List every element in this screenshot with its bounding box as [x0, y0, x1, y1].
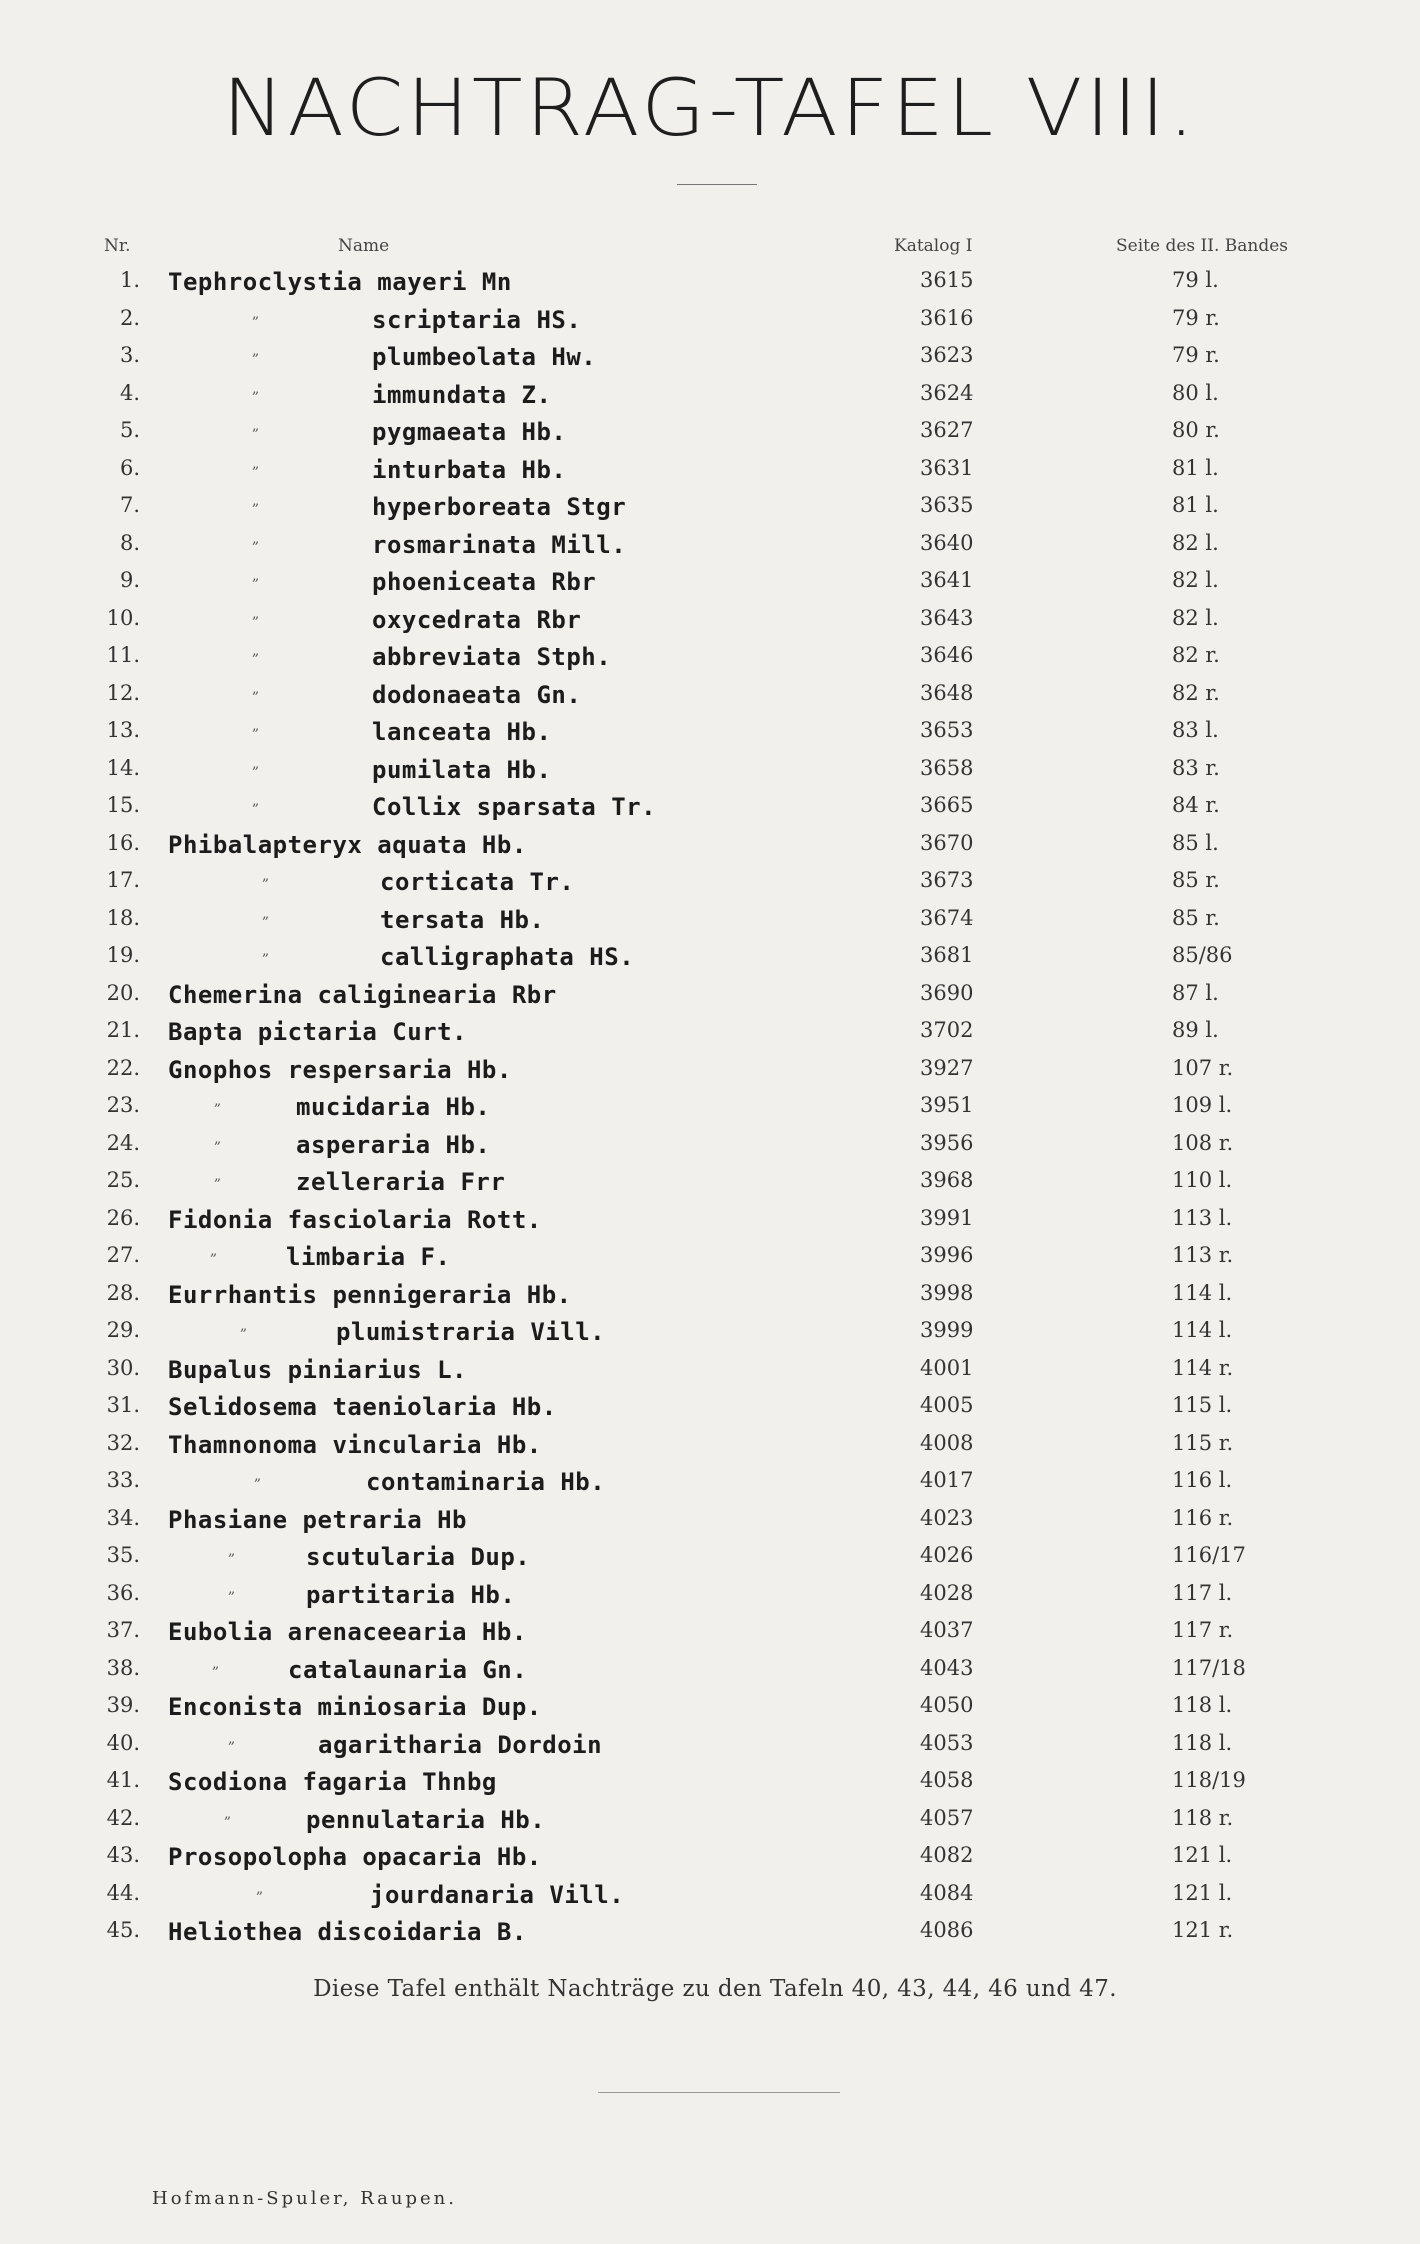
katalog-number: 3627: [920, 418, 974, 442]
ditto-mark: „: [262, 905, 270, 922]
table-row: [0, 1650, 1420, 1688]
page-reference: 80 l.: [1172, 380, 1219, 405]
ditto-mark: „: [252, 418, 260, 434]
katalog-number: 3631: [920, 455, 974, 480]
row-number: 32.: [106, 1430, 140, 1455]
column-header-nr: Nr.: [104, 236, 131, 256]
page-reference: 89 l.: [1172, 1018, 1219, 1042]
katalog-number: 4050: [920, 1693, 974, 1717]
row-number: 37.: [106, 1618, 140, 1642]
page-reference: 82 l.: [1172, 605, 1219, 630]
page-reference: 116 l.: [1172, 1468, 1233, 1492]
ditto-mark: „: [262, 868, 270, 884]
row-number: 20.: [106, 980, 140, 1005]
table-row: [0, 1837, 1420, 1875]
page-reference: 121 l.: [1172, 1843, 1233, 1867]
table-row: [0, 1875, 1420, 1913]
katalog-number: 4086: [920, 1918, 974, 1942]
katalog-number: 4005: [920, 1393, 974, 1417]
katalog-number: 3670: [920, 830, 974, 855]
page-reference: 118/19: [1172, 1768, 1246, 1792]
table-row: [0, 1312, 1420, 1350]
katalog-number: 3640: [920, 530, 974, 555]
page-reference: 79 r.: [1172, 343, 1220, 367]
page-title: NACHTRAG-TAFEL VIII.: [222, 64, 1198, 154]
table-row: [0, 900, 1420, 938]
page-reference: 117 l.: [1172, 1580, 1233, 1605]
katalog-number: 4058: [920, 1768, 974, 1792]
ditto-mark: „: [252, 343, 260, 359]
ditto-mark: „: [252, 643, 260, 659]
page-reference: 82 l.: [1172, 530, 1219, 555]
row-number: 42.: [106, 1805, 140, 1830]
species-name: Eurrhantis pennigeraria Hb.: [168, 1280, 572, 1309]
species-name: Enconista miniosaria Dup.: [168, 1693, 542, 1721]
katalog-number: 3615: [920, 268, 974, 292]
row-number: 8.: [119, 530, 140, 555]
row-number: 19.: [106, 943, 140, 967]
page-reference: 118 r.: [1172, 1805, 1234, 1830]
table-row: [0, 1125, 1420, 1163]
row-number: 39.: [106, 1693, 140, 1717]
katalog-number: 3681: [920, 943, 974, 967]
katalog-number: 4028: [920, 1580, 974, 1605]
table-row: [0, 1612, 1420, 1650]
row-number: 33.: [106, 1468, 140, 1492]
species-name: Fidonia fasciolaria Rott.: [168, 1205, 542, 1234]
katalog-number: 3658: [920, 755, 974, 780]
species-name: Tephroclystia mayeri Mn: [168, 268, 512, 296]
katalog-number: 4023: [920, 1505, 974, 1530]
ditto-mark: „: [252, 718, 260, 734]
page-reference: 85 r.: [1172, 905, 1220, 930]
ditto-mark: „: [228, 1730, 236, 1747]
page-reference: 84 r.: [1172, 793, 1220, 817]
katalog-number: 4008: [920, 1430, 974, 1455]
row-number: 30.: [106, 1355, 140, 1380]
species-name: zelleraria Frr: [296, 1168, 506, 1196]
katalog-number: 3653: [920, 718, 974, 742]
table-row: [0, 1237, 1420, 1275]
ditto-mark: „: [228, 1580, 236, 1597]
row-number: 15.: [106, 793, 140, 817]
page-reference: 107 r.: [1172, 1055, 1234, 1080]
katalog-number: 3616: [920, 305, 974, 330]
ditto-mark: „: [252, 755, 260, 772]
row-number: 21.: [106, 1018, 140, 1042]
table-row: [0, 1537, 1420, 1575]
ditto-mark: „: [252, 455, 260, 472]
page-reference: 81 l.: [1172, 493, 1219, 517]
species-name: plumistraria Vill.: [336, 1318, 606, 1346]
katalog-number: 4082: [920, 1843, 974, 1867]
species-name: tersata Hb.: [380, 905, 545, 934]
publisher-line: Hofmann-Spuler, Raupen.: [152, 2188, 457, 2209]
species-name: Thamnonoma vincularia Hb.: [168, 1430, 542, 1459]
table-row: [0, 1012, 1420, 1050]
species-name: Bupalus piniarius L.: [168, 1355, 467, 1384]
ditto-mark: „: [252, 793, 260, 809]
katalog-number: 4017: [920, 1468, 974, 1492]
page-reference: 121 l.: [1172, 1880, 1233, 1905]
page-reference: 115 l.: [1172, 1393, 1233, 1417]
table-row: [0, 1425, 1420, 1463]
ditto-mark: „: [214, 1130, 222, 1147]
row-number: 38.: [106, 1655, 140, 1680]
species-name: pygmaeata Hb.: [372, 418, 567, 446]
page-reference: 114 l.: [1172, 1280, 1233, 1305]
table-row: [0, 300, 1420, 338]
species-name: plumbeolata Hw.: [372, 343, 597, 371]
table-row: [0, 937, 1420, 975]
katalog-number: 4057: [920, 1805, 974, 1830]
species-name: partitaria Hb.: [306, 1580, 516, 1609]
species-name: lanceata Hb.: [372, 718, 552, 746]
row-number: 4.: [119, 380, 140, 405]
species-name: pumilata Hb.: [372, 755, 552, 784]
table-row: [0, 562, 1420, 600]
page-reference: 82 r.: [1172, 680, 1220, 705]
table-row: [0, 750, 1420, 788]
species-table: [0, 262, 1420, 1950]
species-name: rosmarinata Mill.: [372, 530, 627, 559]
ditto-mark: „: [252, 380, 260, 397]
ditto-mark: „: [252, 493, 260, 509]
table-row: [0, 1162, 1420, 1200]
row-number: 16.: [106, 830, 140, 855]
table-row: [0, 600, 1420, 638]
ditto-mark: „: [252, 305, 260, 322]
katalog-number: 3968: [920, 1168, 974, 1192]
page-reference: 121 r.: [1172, 1918, 1234, 1942]
table-row: [0, 787, 1420, 825]
katalog-number: 3674: [920, 905, 974, 930]
page-reference: 87 l.: [1172, 980, 1219, 1005]
row-number: 28.: [106, 1280, 140, 1305]
ditto-mark: „: [252, 605, 260, 622]
page-reference: 81 l.: [1172, 455, 1219, 480]
page-reference: 85/86: [1172, 943, 1233, 967]
species-name: Phasiane petraria Hb: [168, 1505, 467, 1534]
row-number: 45.: [106, 1918, 140, 1942]
ditto-mark: „: [224, 1805, 232, 1822]
column-header-katalog: Katalog I: [894, 236, 973, 256]
page-reference: 80 r.: [1172, 418, 1220, 442]
page-reference: 83 r.: [1172, 755, 1220, 780]
page-reference: 118 l.: [1172, 1693, 1233, 1717]
katalog-number: 3991: [920, 1205, 974, 1230]
katalog-number: 3646: [920, 643, 974, 667]
page-reference: 113 l.: [1172, 1205, 1233, 1230]
species-name: mucidaria Hb.: [296, 1093, 491, 1121]
row-number: 14.: [106, 755, 140, 780]
species-name: oxycedrata Rbr: [372, 605, 582, 634]
table-row: [0, 1800, 1420, 1838]
row-number: 26.: [106, 1205, 140, 1230]
species-name: scutularia Dup.: [306, 1543, 531, 1571]
table-row: [0, 450, 1420, 488]
species-name: Prosopolopha opacaria Hb.: [168, 1843, 542, 1871]
ditto-mark: „: [254, 1468, 262, 1484]
page-reference: 116 r.: [1172, 1505, 1234, 1530]
species-name: Scodiona fagaria Thnbg: [168, 1768, 497, 1796]
katalog-number: 3635: [920, 493, 974, 517]
table-row: [0, 262, 1420, 300]
page-reference: 82 r.: [1172, 643, 1220, 667]
page-reference: 85 r.: [1172, 868, 1220, 892]
row-number: 12.: [106, 680, 140, 705]
katalog-number: 3927: [920, 1055, 974, 1080]
row-number: 35.: [106, 1543, 140, 1567]
species-name: Phibalapteryx aquata Hb.: [168, 830, 527, 859]
row-number: 27.: [106, 1243, 140, 1267]
ditto-mark: „: [252, 530, 260, 547]
ditto-mark: „: [210, 1243, 218, 1259]
row-number: 34.: [106, 1505, 140, 1530]
row-number: 31.: [106, 1393, 140, 1417]
row-number: 6.: [119, 455, 140, 480]
species-name: abbreviata Stph.: [372, 643, 612, 671]
row-number: 23.: [106, 1093, 140, 1117]
page-reference: 83 l.: [1172, 718, 1219, 742]
page-reference: 109 l.: [1172, 1093, 1233, 1117]
species-name: scriptaria HS.: [372, 305, 582, 334]
column-header-name: Name: [338, 236, 390, 256]
katalog-number: 3702: [920, 1018, 974, 1042]
row-number: 10.: [106, 605, 140, 630]
table-row: [0, 1575, 1420, 1613]
species-name: Heliothea discoidaria B.: [168, 1918, 527, 1946]
table-row: [0, 862, 1420, 900]
row-number: 40.: [106, 1730, 140, 1755]
ditto-mark: „: [262, 943, 270, 959]
species-name: Eubolia arenaceearia Hb.: [168, 1618, 527, 1646]
katalog-number: 3673: [920, 868, 974, 892]
species-name: inturbata Hb.: [372, 455, 567, 484]
species-name: limbaria F.: [286, 1243, 451, 1271]
row-number: 25.: [106, 1168, 140, 1192]
row-number: 11.: [106, 643, 140, 667]
page-reference: 79 r.: [1172, 305, 1220, 330]
table-row: [0, 975, 1420, 1013]
table-row: [0, 1350, 1420, 1388]
table-row: [0, 1200, 1420, 1238]
species-name: Collix sparsata Tr.: [372, 793, 657, 821]
row-number: 24.: [106, 1130, 140, 1155]
table-row: [0, 1275, 1420, 1313]
page-reference: 114 r.: [1172, 1355, 1234, 1380]
page-reference: 117/18: [1172, 1655, 1246, 1680]
page-reference: 113 r.: [1172, 1243, 1234, 1267]
table-row: [0, 375, 1420, 413]
table-row: [0, 1725, 1420, 1763]
katalog-number: 4043: [920, 1655, 974, 1680]
species-name: calligraphata HS.: [380, 943, 635, 971]
table-row: [0, 337, 1420, 375]
katalog-number: 3641: [920, 568, 974, 592]
species-name: Selidosema taeniolaria Hb.: [168, 1393, 557, 1421]
row-number: 7.: [119, 493, 140, 517]
row-number: 17.: [106, 868, 140, 892]
species-name: agaritharia Dordoin: [318, 1730, 603, 1759]
page-reference: 85 l.: [1172, 830, 1219, 855]
row-number: 18.: [106, 905, 140, 930]
katalog-number: 3999: [920, 1318, 974, 1342]
species-name: asperaria Hb.: [296, 1130, 491, 1159]
page-reference: 116/17: [1172, 1543, 1246, 1567]
table-row: [0, 1462, 1420, 1500]
katalog-number: 3665: [920, 793, 974, 817]
page-reference: 115 r.: [1172, 1430, 1234, 1455]
katalog-number: 3624: [920, 380, 974, 405]
row-number: 22.: [106, 1055, 140, 1080]
page-reference: 110 l.: [1172, 1168, 1233, 1192]
table-row: [0, 1762, 1420, 1800]
ditto-mark: „: [228, 1543, 236, 1559]
species-name: Chemerina caliginearia Rbr: [168, 980, 557, 1009]
ditto-mark: „: [252, 568, 260, 584]
bottom-divider: [598, 2092, 840, 2093]
row-number: 43.: [106, 1843, 140, 1867]
page-reference: 79 l.: [1172, 268, 1219, 292]
katalog-number: 4026: [920, 1543, 974, 1567]
table-row: [0, 1912, 1420, 1950]
row-number: 13.: [106, 718, 140, 742]
table-row: [0, 1687, 1420, 1725]
row-number: 41.: [106, 1768, 140, 1792]
table-row: [0, 1387, 1420, 1425]
column-header-seite: Seite des II. Bandes: [1116, 236, 1288, 256]
table-row: [0, 487, 1420, 525]
row-number: 5.: [119, 418, 140, 442]
table-row: [0, 1500, 1420, 1538]
ditto-mark: „: [214, 1168, 222, 1184]
ditto-mark: „: [214, 1093, 222, 1109]
katalog-number: 4084: [920, 1880, 974, 1905]
species-name: corticata Tr.: [380, 868, 575, 896]
table-row: [0, 1087, 1420, 1125]
ditto-mark: „: [256, 1880, 264, 1897]
page-reference: 108 r.: [1172, 1130, 1234, 1155]
katalog-number: 3998: [920, 1280, 974, 1305]
row-number: 1.: [119, 268, 140, 292]
table-row: [0, 637, 1420, 675]
row-number: 3.: [119, 343, 140, 367]
katalog-number: 3690: [920, 980, 974, 1005]
species-name: hyperboreata Stgr: [372, 493, 627, 521]
katalog-number: 3648: [920, 680, 974, 705]
table-row: [0, 675, 1420, 713]
row-number: 29.: [106, 1318, 140, 1342]
footnote: Diese Tafel enthält Nachträge zu den Tafeln 40, 43, 44, 46 und 47.: [313, 1976, 1117, 2002]
species-name: pennulataria Hb.: [306, 1805, 546, 1834]
page-reference: 82 l.: [1172, 568, 1219, 592]
katalog-number: 3623: [920, 343, 974, 367]
row-number: 44.: [106, 1880, 140, 1905]
table-row: [0, 825, 1420, 863]
row-number: 2.: [119, 305, 140, 330]
table-row: [0, 525, 1420, 563]
species-name: Gnophos respersaria Hb.: [168, 1055, 512, 1084]
ditto-mark: „: [252, 680, 260, 697]
species-name: catalaunaria Gn.: [288, 1655, 528, 1684]
row-number: 36.: [106, 1580, 140, 1605]
species-name: contaminaria Hb.: [366, 1468, 606, 1496]
ditto-mark: „: [240, 1318, 248, 1334]
katalog-number: 3996: [920, 1243, 974, 1267]
table-row: [0, 412, 1420, 450]
ditto-mark: „: [212, 1655, 220, 1672]
title-divider: [677, 184, 757, 185]
katalog-number: 4001: [920, 1355, 974, 1380]
katalog-number: 3951: [920, 1093, 974, 1117]
katalog-number: 4037: [920, 1618, 974, 1642]
page-reference: 114 l.: [1172, 1318, 1233, 1342]
species-name: immundata Z.: [372, 380, 552, 409]
katalog-number: 3643: [920, 605, 974, 630]
species-name: jourdanaria Vill.: [370, 1880, 625, 1909]
species-name: phoeniceata Rbr: [372, 568, 597, 596]
row-number: 9.: [119, 568, 140, 592]
katalog-number: 4053: [920, 1730, 974, 1755]
page-reference: 117 r.: [1172, 1618, 1234, 1642]
page-reference: 118 l.: [1172, 1730, 1233, 1755]
species-name: dodonaeata Gn.: [372, 680, 582, 709]
table-row: [0, 1050, 1420, 1088]
katalog-number: 3956: [920, 1130, 974, 1155]
table-row: [0, 712, 1420, 750]
species-name: Bapta pictaria Curt.: [168, 1018, 467, 1046]
